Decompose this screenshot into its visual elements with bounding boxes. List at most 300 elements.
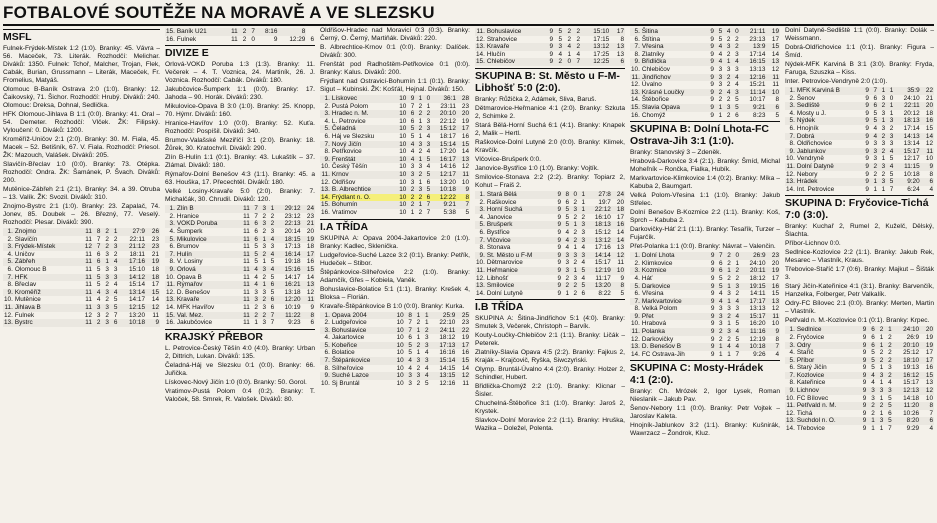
- team-cell: V. Losiny: [176, 258, 203, 266]
- stat-cell: 6: [426, 178, 431, 186]
- table-row: [630, 305, 780, 313]
- team-cell: MFK Havířov: [176, 303, 215, 311]
- stat-cell: 1: [418, 178, 423, 186]
- stat-cell: 2: [727, 274, 731, 282]
- rank-cell: 6.: [634, 35, 640, 43]
- stat-cell: 9: [310, 303, 314, 311]
- stat-cell: 3: [879, 371, 884, 379]
- stat-cell: 3: [262, 205, 267, 213]
- stat-cell: 4: [929, 425, 933, 433]
- stat-cell: 10: [399, 95, 407, 102]
- stat-cell: 4: [408, 364, 412, 372]
- stat-cell: 9: [710, 58, 714, 66]
- stat-cell: 15: [771, 290, 779, 298]
- stat-cell: 5: [410, 132, 415, 140]
- stat-cell: 9: [710, 343, 715, 351]
- rank-cell: 11.: [476, 28, 485, 35]
- stat-cell: 9: [710, 282, 715, 290]
- stat-cell: 4: [567, 43, 572, 51]
- team-cell: Zlín B: [176, 205, 194, 213]
- team-cell: Třebovice: [796, 425, 825, 433]
- stat-cell: 8:23: [752, 111, 766, 119]
- stat-cell: 9: [549, 50, 553, 58]
- stat-cell: 1: [881, 155, 886, 163]
- match-report: Břidlička-Chomýž 2:2 (1:0). Branky: Klicnar – Šisler.: [475, 383, 625, 399]
- stat-cell: 11: [85, 250, 92, 258]
- team-cell: VOKD Poruba: [176, 220, 218, 228]
- table-row: [630, 336, 780, 344]
- rank-cell: 4.: [324, 117, 330, 125]
- rank-cell: 6.: [479, 228, 485, 236]
- match-report: Velké Losiny-Kravaře 5:0 (2:0). Branky: 7. Michalčák, 30. Chrudil. Diváků: 120.: [165, 188, 315, 204]
- stat-cell: 15:12: [594, 228, 611, 236]
- stat-cell: 16:12: [903, 371, 920, 379]
- stat-cell: 7: [735, 350, 740, 358]
- stat-cell: 9: [710, 96, 714, 104]
- stat-cell: 14: [616, 228, 624, 236]
- stat-cell: 7: [719, 252, 723, 260]
- standings-table: [475, 191, 625, 297]
- headline: FOTBALOVÉ SOUTĚŽE NA MORAVĚ A VE SLEZSKU: [3, 3, 435, 22]
- stat-cell: 18:15: [284, 235, 301, 243]
- rank-cell: 11.: [4, 303, 13, 311]
- rank-cell: 13.: [476, 43, 485, 51]
- stat-cell: 10: [616, 266, 624, 274]
- team-cell: Dobrá: [796, 132, 815, 140]
- stat-cell: 1: [881, 185, 886, 193]
- rank-cell: 16.: [166, 35, 175, 43]
- team-cell: Dolní Lutyně: [486, 289, 523, 297]
- stat-cell: 9: [557, 228, 562, 236]
- stat-cell: 0: [426, 95, 431, 102]
- table-row: [165, 205, 315, 213]
- table-row: [165, 36, 315, 44]
- table-row: [3, 251, 160, 259]
- stat-cell: 4: [735, 81, 739, 89]
- stat-cell: 4: [873, 124, 878, 132]
- stat-cell: 10: [399, 148, 407, 156]
- rank-cell: 6.: [789, 364, 795, 372]
- rank-cell: 5.: [789, 356, 795, 364]
- stat-cell: 9: [865, 170, 869, 178]
- match-report: HFK Olomouc-Jihlava B 1:1 (0:0). Branky: 41. Oral – 54. Demeter. Rozhodčí: Vlček. ŽK: Filipský. Vyloučení: 0. Diváků: 1200.: [3, 111, 160, 134]
- stat-cell: 15: [925, 124, 933, 132]
- team-cell: FC Ostrava-Jih: [641, 350, 685, 358]
- stat-cell: 10: [399, 170, 407, 178]
- rank-cell: 8.: [324, 148, 330, 156]
- team-cell: Vlčovice: [486, 236, 511, 244]
- stat-cell: 10: [925, 394, 933, 402]
- stat-cell: 9: [862, 341, 867, 349]
- stat-cell: 9: [862, 326, 867, 334]
- stat-cell: 9:21: [752, 103, 766, 111]
- stat-cell: 19: [306, 235, 314, 243]
- stat-cell: 2: [871, 402, 875, 410]
- stat-cell: 1: [718, 103, 723, 111]
- table-row: [630, 96, 780, 104]
- stat-cell: 2: [873, 162, 878, 170]
- stat-cell: 25:9: [442, 311, 456, 319]
- stat-cell: 14:16: [439, 163, 456, 171]
- stat-cell: 7: [96, 243, 101, 251]
- match-report: Lískovec-Nový Jičín 1:0 (0:0). Branky: 50. Gorol.: [165, 378, 307, 386]
- team-cell: Kravaře: [486, 43, 510, 51]
- stat-cell: 3: [565, 259, 570, 267]
- stat-cell: 2: [418, 208, 423, 216]
- team-cell: Přet: [641, 312, 654, 320]
- stat-cell: 9: [865, 124, 869, 132]
- stat-cell: 22:11: [904, 102, 920, 110]
- stat-cell: 1: [105, 258, 109, 266]
- stat-cell: 1: [581, 206, 585, 214]
- stat-cell: 6: [565, 198, 570, 206]
- stat-cell: 8:20: [906, 417, 920, 425]
- stat-cell: 4: [889, 162, 894, 170]
- table-row: [3, 266, 160, 274]
- table-row: [3, 281, 160, 289]
- team-cell: Sedlnice: [796, 326, 822, 334]
- stat-cell: 5: [719, 282, 723, 290]
- table-row: [3, 274, 160, 282]
- rank-cell: 1.: [169, 205, 175, 213]
- stat-cell: 6: [310, 319, 314, 327]
- stat-cell: 5: [410, 125, 415, 133]
- stat-cell: 13: [925, 379, 933, 387]
- match-report: Stará Bělá-Horní Suchá 6:1 (4:1). Branky: Knapek 2, Malik – Hertl.: [475, 121, 625, 137]
- stat-cell: 7: [775, 343, 779, 351]
- stat-cell: 9: [710, 335, 715, 343]
- team-cell: Heřmanice: [486, 266, 518, 274]
- rank-cell: 8.: [789, 140, 795, 148]
- stat-cell: 3: [573, 251, 578, 259]
- table-row: [475, 206, 625, 214]
- rank-cell: 10.: [786, 155, 795, 163]
- stat-cell: 17:14: [903, 124, 920, 132]
- table-row: [475, 244, 625, 252]
- rank-cell: 8.: [634, 305, 640, 313]
- table-row: [320, 194, 470, 202]
- stat-cell: 18:13: [903, 117, 920, 125]
- stat-cell: 12:13: [903, 387, 920, 395]
- stat-cell: 13: [771, 58, 779, 66]
- stat-cell: 20:10: [439, 110, 456, 118]
- stat-cell: 11: [85, 273, 92, 281]
- stat-cell: 23: [151, 235, 159, 243]
- stat-cell: 12: [616, 251, 624, 259]
- stat-cell: 9: [865, 94, 869, 102]
- rank-cell: 12.: [166, 288, 175, 296]
- table-row: [475, 214, 625, 222]
- stat-cell: 3: [718, 73, 723, 81]
- rank-cell: 1.: [7, 228, 13, 235]
- stat-cell: 17:17: [749, 297, 766, 305]
- table-row: [165, 251, 315, 259]
- stat-cell: 2: [416, 379, 421, 387]
- team-cell: Hrabová: [641, 320, 667, 328]
- stat-cell: 2: [871, 409, 875, 417]
- rank-cell: 11.: [786, 162, 795, 170]
- stat-cell: 17: [771, 35, 779, 43]
- stat-cell: 2: [727, 252, 731, 260]
- stat-cell: 9:21: [443, 201, 456, 209]
- stat-cell: 2: [873, 170, 878, 178]
- stat-cell: 2: [727, 312, 731, 320]
- stat-cell: 17:13: [439, 341, 456, 349]
- stat-cell: 2: [254, 303, 258, 311]
- stat-cell: 2: [105, 243, 109, 251]
- stat-cell: 3: [96, 303, 101, 311]
- table-row: [785, 379, 934, 387]
- stat-cell: 3: [719, 320, 723, 328]
- stat-cell: 27:9: [132, 228, 145, 235]
- stat-cell: 2: [573, 198, 578, 206]
- stat-cell: 2: [735, 290, 740, 298]
- team-cell: Dětmarovice: [486, 259, 523, 267]
- match-report: Orlová-VOKD Poruba 1:3 (1:3). Branky: 11. Večerek – 4. T. Voznica, 24. Martiník, 26. J. Voznica. Rozhodčí: Cabák. Diváků: 180.: [165, 61, 315, 85]
- stat-cell: 19: [925, 341, 933, 349]
- stat-cell: 20: [925, 326, 933, 334]
- stat-cell: 18: [151, 265, 159, 273]
- match-report: Branky: Ch. Mrózek 2, Igor Lysek, Roman Nieslanik – Jakub Pav.: [630, 388, 780, 404]
- stat-cell: 2: [262, 296, 267, 304]
- stat-cell: 3: [718, 81, 723, 89]
- stat-cell: 11: [85, 258, 92, 266]
- rank-cell: 13.: [4, 319, 13, 327]
- stat-cell: 4: [426, 148, 431, 156]
- match-report: Velká Polom-Vřesina 1:1 (1:0). Branky: Jakub Střelec.: [630, 192, 780, 208]
- table-row: [630, 351, 780, 359]
- stat-cell: 23: [151, 243, 159, 251]
- team-cell: Háj ve Slezsku: [331, 132, 375, 140]
- stat-cell: 24:10: [903, 326, 920, 334]
- stat-cell: 5: [620, 289, 624, 297]
- team-cell: MFK Karviná B: [796, 87, 840, 94]
- stat-cell: 18:13: [594, 221, 611, 229]
- stat-cell: 4: [735, 312, 740, 320]
- stat-cell: 7: [889, 185, 894, 193]
- match-report: Šenov-Nebory 1:1 (0:0). Branky: Petr Vojtek – Jaroslav Kaleta.: [630, 405, 780, 421]
- stat-cell: 9: [865, 87, 869, 94]
- stat-cell: 9: [865, 155, 869, 163]
- stat-cell: 1: [418, 201, 423, 209]
- stat-cell: 4: [270, 235, 275, 243]
- rank-cell: 3.: [479, 206, 485, 214]
- stat-cell: 9: [862, 417, 867, 425]
- rank-cell: 2.: [169, 212, 175, 220]
- stat-cell: 9: [862, 425, 867, 433]
- stat-cell: 3: [879, 417, 884, 425]
- section-title: I.B TŘÍDA: [475, 299, 625, 313]
- team-cell: Šitina: [641, 28, 658, 35]
- stat-cell: 11: [243, 235, 250, 243]
- stat-cell: 1: [424, 311, 429, 319]
- rank-cell: 10.: [321, 163, 330, 171]
- stat-cell: 9: [557, 289, 562, 297]
- stat-cell: 3: [105, 273, 109, 281]
- stat-cell: 22:11: [129, 235, 145, 243]
- stat-cell: 2: [888, 349, 892, 357]
- stat-cell: 2: [567, 28, 572, 35]
- stat-cell: 1: [727, 350, 731, 358]
- stat-cell: 20:11: [750, 267, 766, 275]
- stat-cell: 12:22: [431, 194, 457, 202]
- stat-cell: 11: [243, 319, 250, 327]
- table-row: [785, 410, 934, 418]
- stat-cell: 3: [105, 250, 109, 258]
- team-cell: Štěpánkovice: [331, 357, 371, 365]
- rank-cell: 10.: [476, 259, 485, 267]
- stat-cell: 1: [262, 235, 267, 243]
- rank-cell: 7.: [789, 371, 795, 379]
- stat-cell: 16: [306, 258, 314, 266]
- stat-cell: 10: [771, 320, 779, 328]
- stat-cell: 5: [775, 111, 779, 119]
- rank-cell: 14.: [321, 193, 330, 201]
- stat-cell: 4: [727, 343, 731, 351]
- stat-cell: 4: [254, 273, 258, 281]
- stat-cell: 17: [616, 213, 624, 221]
- rank-cell: 15.: [166, 28, 175, 35]
- stat-cell: 10: [399, 163, 407, 171]
- stat-cell: 12: [771, 65, 779, 73]
- stat-cell: 4: [424, 364, 429, 372]
- stat-cell: 15:17: [594, 259, 611, 267]
- stat-cell: 15: [925, 371, 933, 379]
- match-report: Branky: Kuchař 2, Rumel 2, Kuželč, Dělský, Šlachta.: [785, 223, 934, 239]
- rank-cell: 8.: [7, 281, 13, 289]
- stat-cell: 3: [410, 163, 415, 171]
- stat-cell: 7: [465, 201, 469, 209]
- stat-cell: 9: [710, 267, 715, 275]
- stat-cell: 10: [399, 117, 407, 125]
- stat-cell: 5: [270, 288, 275, 296]
- stat-cell: 9: [549, 43, 553, 51]
- table-row: [320, 372, 470, 380]
- rank-cell: 7.: [7, 273, 13, 281]
- rank-cell: 15.: [631, 103, 640, 111]
- stat-cell: 3: [113, 265, 118, 273]
- rank-cell: 11.: [631, 73, 640, 81]
- table-row: [475, 267, 625, 275]
- stat-cell: 4: [726, 28, 731, 35]
- stat-cell: 4: [96, 288, 101, 296]
- stat-cell: 5: [889, 170, 894, 178]
- stat-cell: 9: [710, 350, 715, 358]
- stat-cell: 2: [416, 341, 421, 349]
- stat-cell: 3: [426, 117, 431, 125]
- stat-cell: 2: [270, 220, 275, 228]
- stat-cell: 2: [726, 81, 731, 89]
- stat-cell: 4: [888, 379, 892, 387]
- stat-cell: 13:18: [284, 288, 301, 296]
- stat-cell: 10: [771, 88, 779, 96]
- table-row: [785, 364, 934, 372]
- stat-cell: 4: [718, 43, 723, 51]
- rank-cell: 3.: [169, 220, 175, 228]
- stat-cell: 5: [96, 265, 101, 273]
- stat-cell: 13:15: [439, 372, 456, 380]
- rank-cell: 13.: [631, 88, 640, 96]
- stat-cell: 8: [96, 228, 101, 235]
- table-row: [320, 357, 470, 365]
- stat-cell: 2: [113, 235, 118, 243]
- stat-cell: 23: [461, 102, 469, 110]
- team-cell: Nebory: [796, 170, 818, 178]
- stat-cell: 19: [925, 333, 933, 341]
- stat-cell: 3: [254, 296, 258, 304]
- rank-cell: 11.: [631, 328, 640, 336]
- stat-cell: 14:17: [129, 296, 145, 304]
- table-row: [630, 290, 780, 298]
- stat-cell: 2: [416, 364, 421, 372]
- table-row: [785, 349, 934, 357]
- stat-cell: 9: [862, 349, 867, 357]
- rank-cell: 16.: [166, 319, 175, 327]
- stat-cell: 5: [96, 273, 101, 281]
- stat-cell: 18: [306, 243, 314, 251]
- stat-cell: 22:10: [439, 319, 456, 327]
- table-row: [785, 395, 934, 403]
- match-report: Olymp. Bruntál-Úvalno 4:4 (2:0). Branky: Holzer 2, Schindler, Hubert.: [475, 366, 625, 382]
- rank-cell: 5.: [634, 282, 640, 290]
- table-row: [320, 312, 470, 320]
- stat-cell: 5:38: [443, 208, 456, 216]
- match-report: Slavkov-Dolní Moravice 2:2 (1:1). Branky: Hruška, Wazika – Doležel, Polenta.: [475, 417, 625, 433]
- match-report: Zlín B-Hulín 1:1 (0:1). Branky: 43. Lukaštík – 37. Zlámal. Diváků: 180.: [165, 154, 315, 170]
- stat-cell: 9: [557, 198, 562, 206]
- stat-cell: 4: [254, 265, 258, 273]
- stat-cell: 3: [408, 372, 412, 380]
- stat-cell: 1: [727, 282, 731, 290]
- stat-cell: 3: [727, 290, 731, 298]
- stat-cell: 11: [772, 73, 779, 81]
- stat-cell: 9: [929, 162, 933, 170]
- rank-cell: 5.: [789, 117, 795, 125]
- team-cell: Stará Bělá: [486, 190, 517, 198]
- match-report: Branky: Růžička 2, Adámek, Sliva, Baruš.: [475, 95, 597, 103]
- rank-cell: 4.: [7, 250, 13, 258]
- stat-cell: 7: [929, 409, 933, 417]
- stat-cell: 3: [426, 140, 431, 148]
- rank-cell: 8.: [634, 50, 640, 58]
- stat-cell: 11: [231, 35, 238, 43]
- stat-cell: 2: [881, 102, 886, 110]
- table-row: [3, 304, 160, 312]
- team-cell: Kroměříž: [14, 288, 41, 296]
- stat-cell: 3: [719, 305, 723, 313]
- stat-cell: 12:17: [903, 155, 920, 163]
- match-report: Branky: Stanovský 3 – Zdeněk.: [630, 149, 722, 157]
- stat-cell: 5: [424, 379, 429, 387]
- team-cell: Mikulovice: [176, 235, 207, 243]
- stat-cell: 6: [254, 220, 258, 228]
- match-report: Sedlnice-Kozlovice 2:2 (1:1). Branky: Jakub Rek, Mesarec – Vlastník, Kraus.: [785, 249, 934, 265]
- stat-cell: 1: [727, 267, 731, 275]
- column-6: [785, 27, 934, 521]
- table-row: [320, 380, 470, 388]
- match-report: B. Albrechtice-Krnov 0:1 (0:0). Branky: Dalíček. Diváků: 300.: [320, 44, 470, 59]
- stat-cell: 8: [457, 194, 470, 202]
- rank-cell: 12.: [631, 81, 640, 89]
- stat-cell: 5: [735, 320, 740, 328]
- stat-cell: 2: [416, 319, 421, 327]
- table-row: [165, 213, 315, 221]
- stat-cell: 9: [410, 95, 415, 102]
- stat-cell: 2: [879, 402, 884, 410]
- stat-cell: 17:25: [593, 50, 610, 58]
- stat-cell: 10: [396, 349, 404, 357]
- team-cell: Frýdlant n. O.: [331, 194, 394, 202]
